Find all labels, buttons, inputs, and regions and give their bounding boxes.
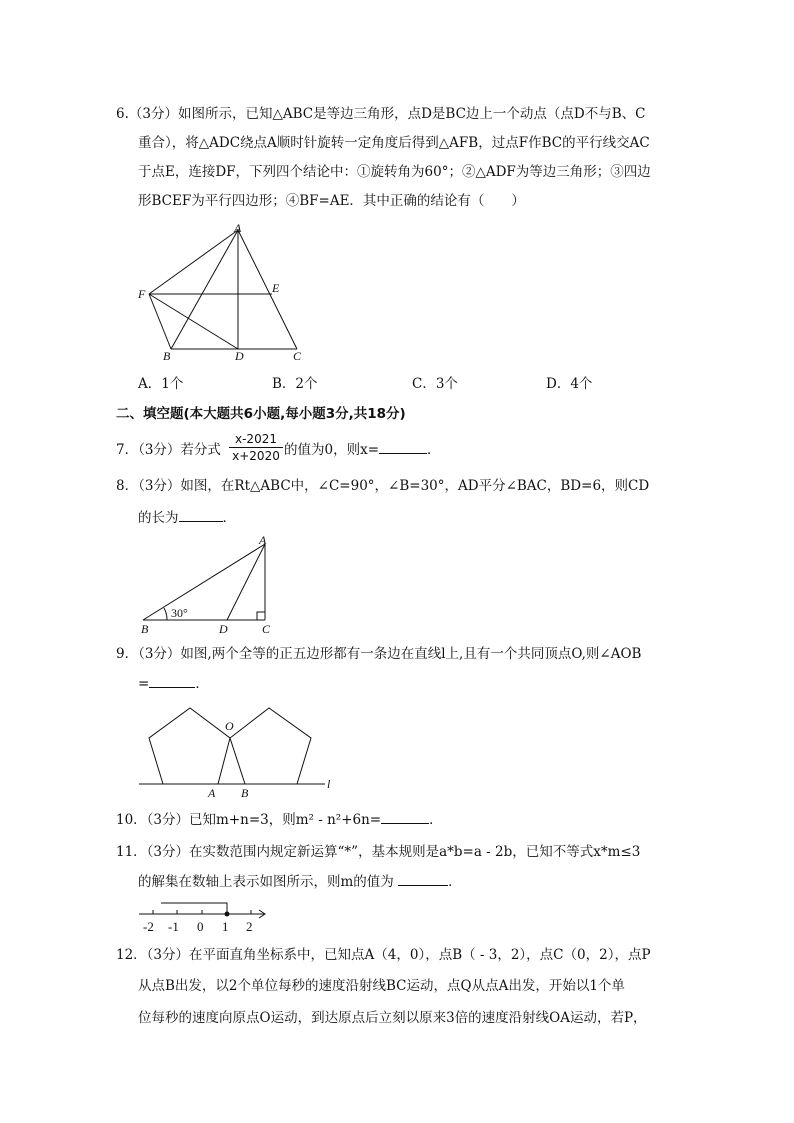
axis-label-2: 2	[246, 919, 253, 934]
q6-choice-d: D．4个	[546, 376, 593, 392]
q10-text: 10．（3分）已知m+n=3，则m² - n²+6n=	[116, 812, 382, 828]
q8-right-triangle-figure	[135, 532, 285, 638]
q10-end: ．	[429, 812, 443, 828]
q8-line-2	[138, 508, 236, 528]
q7-end: ．	[427, 442, 441, 458]
left-pentagon	[149, 708, 230, 784]
q6-label-C: C	[293, 349, 302, 363]
q7-fraction	[229, 432, 283, 464]
q9-label-O: O	[225, 719, 234, 733]
q7-numerator: x-2021	[229, 432, 283, 448]
q9-label-B: B	[241, 786, 249, 800]
q9-answer-blank	[149, 687, 195, 688]
q6-label-D: D	[235, 349, 244, 363]
q9-line-2-text: =	[138, 676, 150, 692]
q8-label-D: D	[219, 622, 228, 636]
q6-line-1: 6.（3分）如图所示，已知△ABC是等边三角形，点D是BC边上一个动点（点D不与B、C	[116, 106, 646, 122]
q11-line-2-text: 的解集在数轴上表示如图所示，则m的值为	[138, 874, 399, 890]
q8-angle-label: 30°	[171, 606, 188, 620]
q6-choice-b: B．2个	[272, 376, 318, 392]
q9-line-2	[138, 674, 209, 694]
q9-label-A: A	[208, 786, 216, 800]
q8-label-A: A	[259, 533, 267, 547]
q8-line-2-text: 的长为	[138, 510, 179, 526]
q6-label-B: B	[163, 349, 171, 363]
q9-label-l: l	[327, 777, 331, 791]
q8-answer-blank	[179, 521, 223, 522]
q9-end: ．	[195, 676, 209, 692]
q7-tail	[284, 440, 441, 460]
q7-answer-blank	[379, 453, 427, 454]
q7-line	[116, 440, 221, 460]
axis-label-minus-1: -1	[168, 919, 179, 934]
q10-answer-blank	[381, 823, 429, 824]
q9-pentagons-figure	[135, 700, 350, 800]
q6-label-A: A	[234, 221, 242, 235]
axis-label-1: 1	[222, 919, 229, 934]
axis-label-minus-2: -2	[143, 919, 154, 934]
q9-line-1: 9．（3分）如图,两个全等的正五边形都有一条边在直线l上,且有一个共同顶点O,则∠AOB	[116, 646, 642, 662]
axis-label-0: 0	[197, 919, 204, 934]
q10-line	[116, 810, 443, 830]
right-pentagon	[230, 708, 311, 784]
q11-line-1: 11．（3分）在实数范围内规定新运算“*”，基本规则是a*b=a - 2b，已知不等式x*m≤3	[116, 844, 641, 860]
q11-answer-blank	[398, 885, 448, 886]
q11-number-line	[135, 896, 275, 936]
q11-line-2	[138, 872, 462, 892]
q7-suffix: 的值为0，则x=	[284, 442, 380, 458]
q6-choice-c: C．3个	[412, 376, 458, 392]
q8-line-1: 8．（3分）如图，在Rt△ABC中，∠C=90°，∠B=30°，AD平分∠BAC，BD=6，则CD	[116, 478, 650, 494]
q6-label-E: E	[272, 281, 280, 295]
q8-label-C: C	[262, 622, 271, 636]
q12-line-2: 从点B出发，以2个单位每秒的速度沿射线BC运动，点Q从点A出发，开始以1个单	[138, 978, 625, 994]
q6-line-3: 于点E，连接DF，下列四个结论中：①旋转角为60°；②△ADF为等边三角形；③四边	[138, 164, 651, 180]
q8-label-B: B	[141, 622, 149, 636]
q8-end: ．	[222, 510, 236, 526]
q6-line-2: 重合），将△ADC绕点A顺时针旋转一定角度后得到△AFB，过点F作BC的平行线交AC	[138, 135, 650, 151]
q6-label-F: F	[138, 287, 146, 301]
q11-end: ．	[448, 874, 462, 890]
q12-line-1: 12．（3分）在平面直角坐标系中，已知点A（4，0），点B（ - 3，2），点C（0，2），点P	[116, 947, 651, 963]
q7-denominator: x+2020	[232, 449, 280, 463]
q6-line-4: 形BCEF为平行四边形；④BF=AE．其中正确的结论有（ ）	[138, 193, 525, 209]
q7-prefix: 7．（3分）若分式	[116, 442, 221, 458]
closed-dot	[225, 912, 230, 917]
q6-choice-a: A．1个	[138, 376, 184, 392]
q12-line-3: 位每秒的速度向原点O运动，到达原点后立刻以原来3倍的速度沿射线OA运动，若P，	[138, 1010, 647, 1026]
q6-triangle-figure	[135, 220, 315, 368]
section-2-title: 二、填空题(本大题共6小题,每小题3分,共18分)	[116, 406, 406, 422]
